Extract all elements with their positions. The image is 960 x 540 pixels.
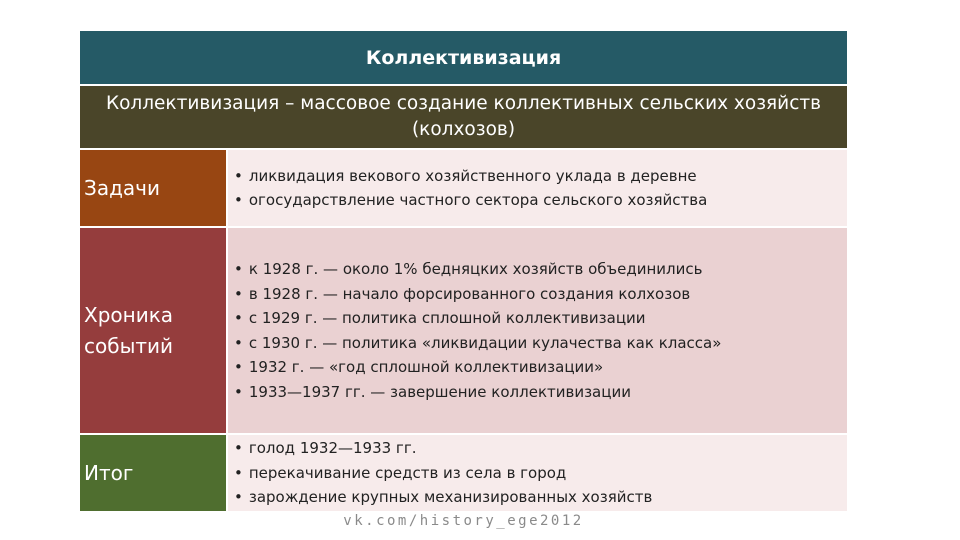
chronicle-list <box>228 228 847 433</box>
chronicle-label: Хроника событий <box>80 228 228 433</box>
list-item: • 1933—1937 гг. — завершение коллективизации <box>234 380 847 405</box>
list-item: • 1932 г. — «год сплошной коллективизации» <box>234 355 847 380</box>
list-item: • в 1928 г. — начало форсированного создания колхозов <box>234 282 847 307</box>
chronicle-row <box>80 226 847 433</box>
table-title: Коллективизация <box>80 31 847 86</box>
list-item: • ликвидация векового хозяйственного уклада в деревне <box>234 164 847 189</box>
list-item: • с 1929 г. — политика сплошной коллективизации <box>234 306 847 331</box>
result-label: Итог <box>80 435 228 511</box>
list-item: • зарождение крупных механизированных хозяйств <box>234 485 847 510</box>
result-row <box>80 433 847 511</box>
result-list <box>228 435 847 511</box>
collectivization-table <box>80 31 847 511</box>
definition-row: Коллективизация – массовое создание коллективных сельских хозяйств (колхозов) <box>80 86 847 150</box>
list-item: • голод 1932—1933 гг. <box>234 436 847 461</box>
list-item: • с 1930 г. — политика «ликвидации кулачества как класса» <box>234 331 847 356</box>
list-item: • огосударствление частного сектора сельского хозяйства <box>234 188 847 213</box>
tasks-label: Задачи <box>80 150 228 226</box>
list-item: • перекачивание средств из села в город <box>234 461 847 486</box>
tasks-row <box>80 150 847 226</box>
list-item: • к 1928 г. — около 1% бедняцких хозяйств объединились <box>234 257 847 282</box>
watermark-text: vk.com/history_ege2012 <box>343 513 584 529</box>
tasks-list <box>228 150 847 226</box>
